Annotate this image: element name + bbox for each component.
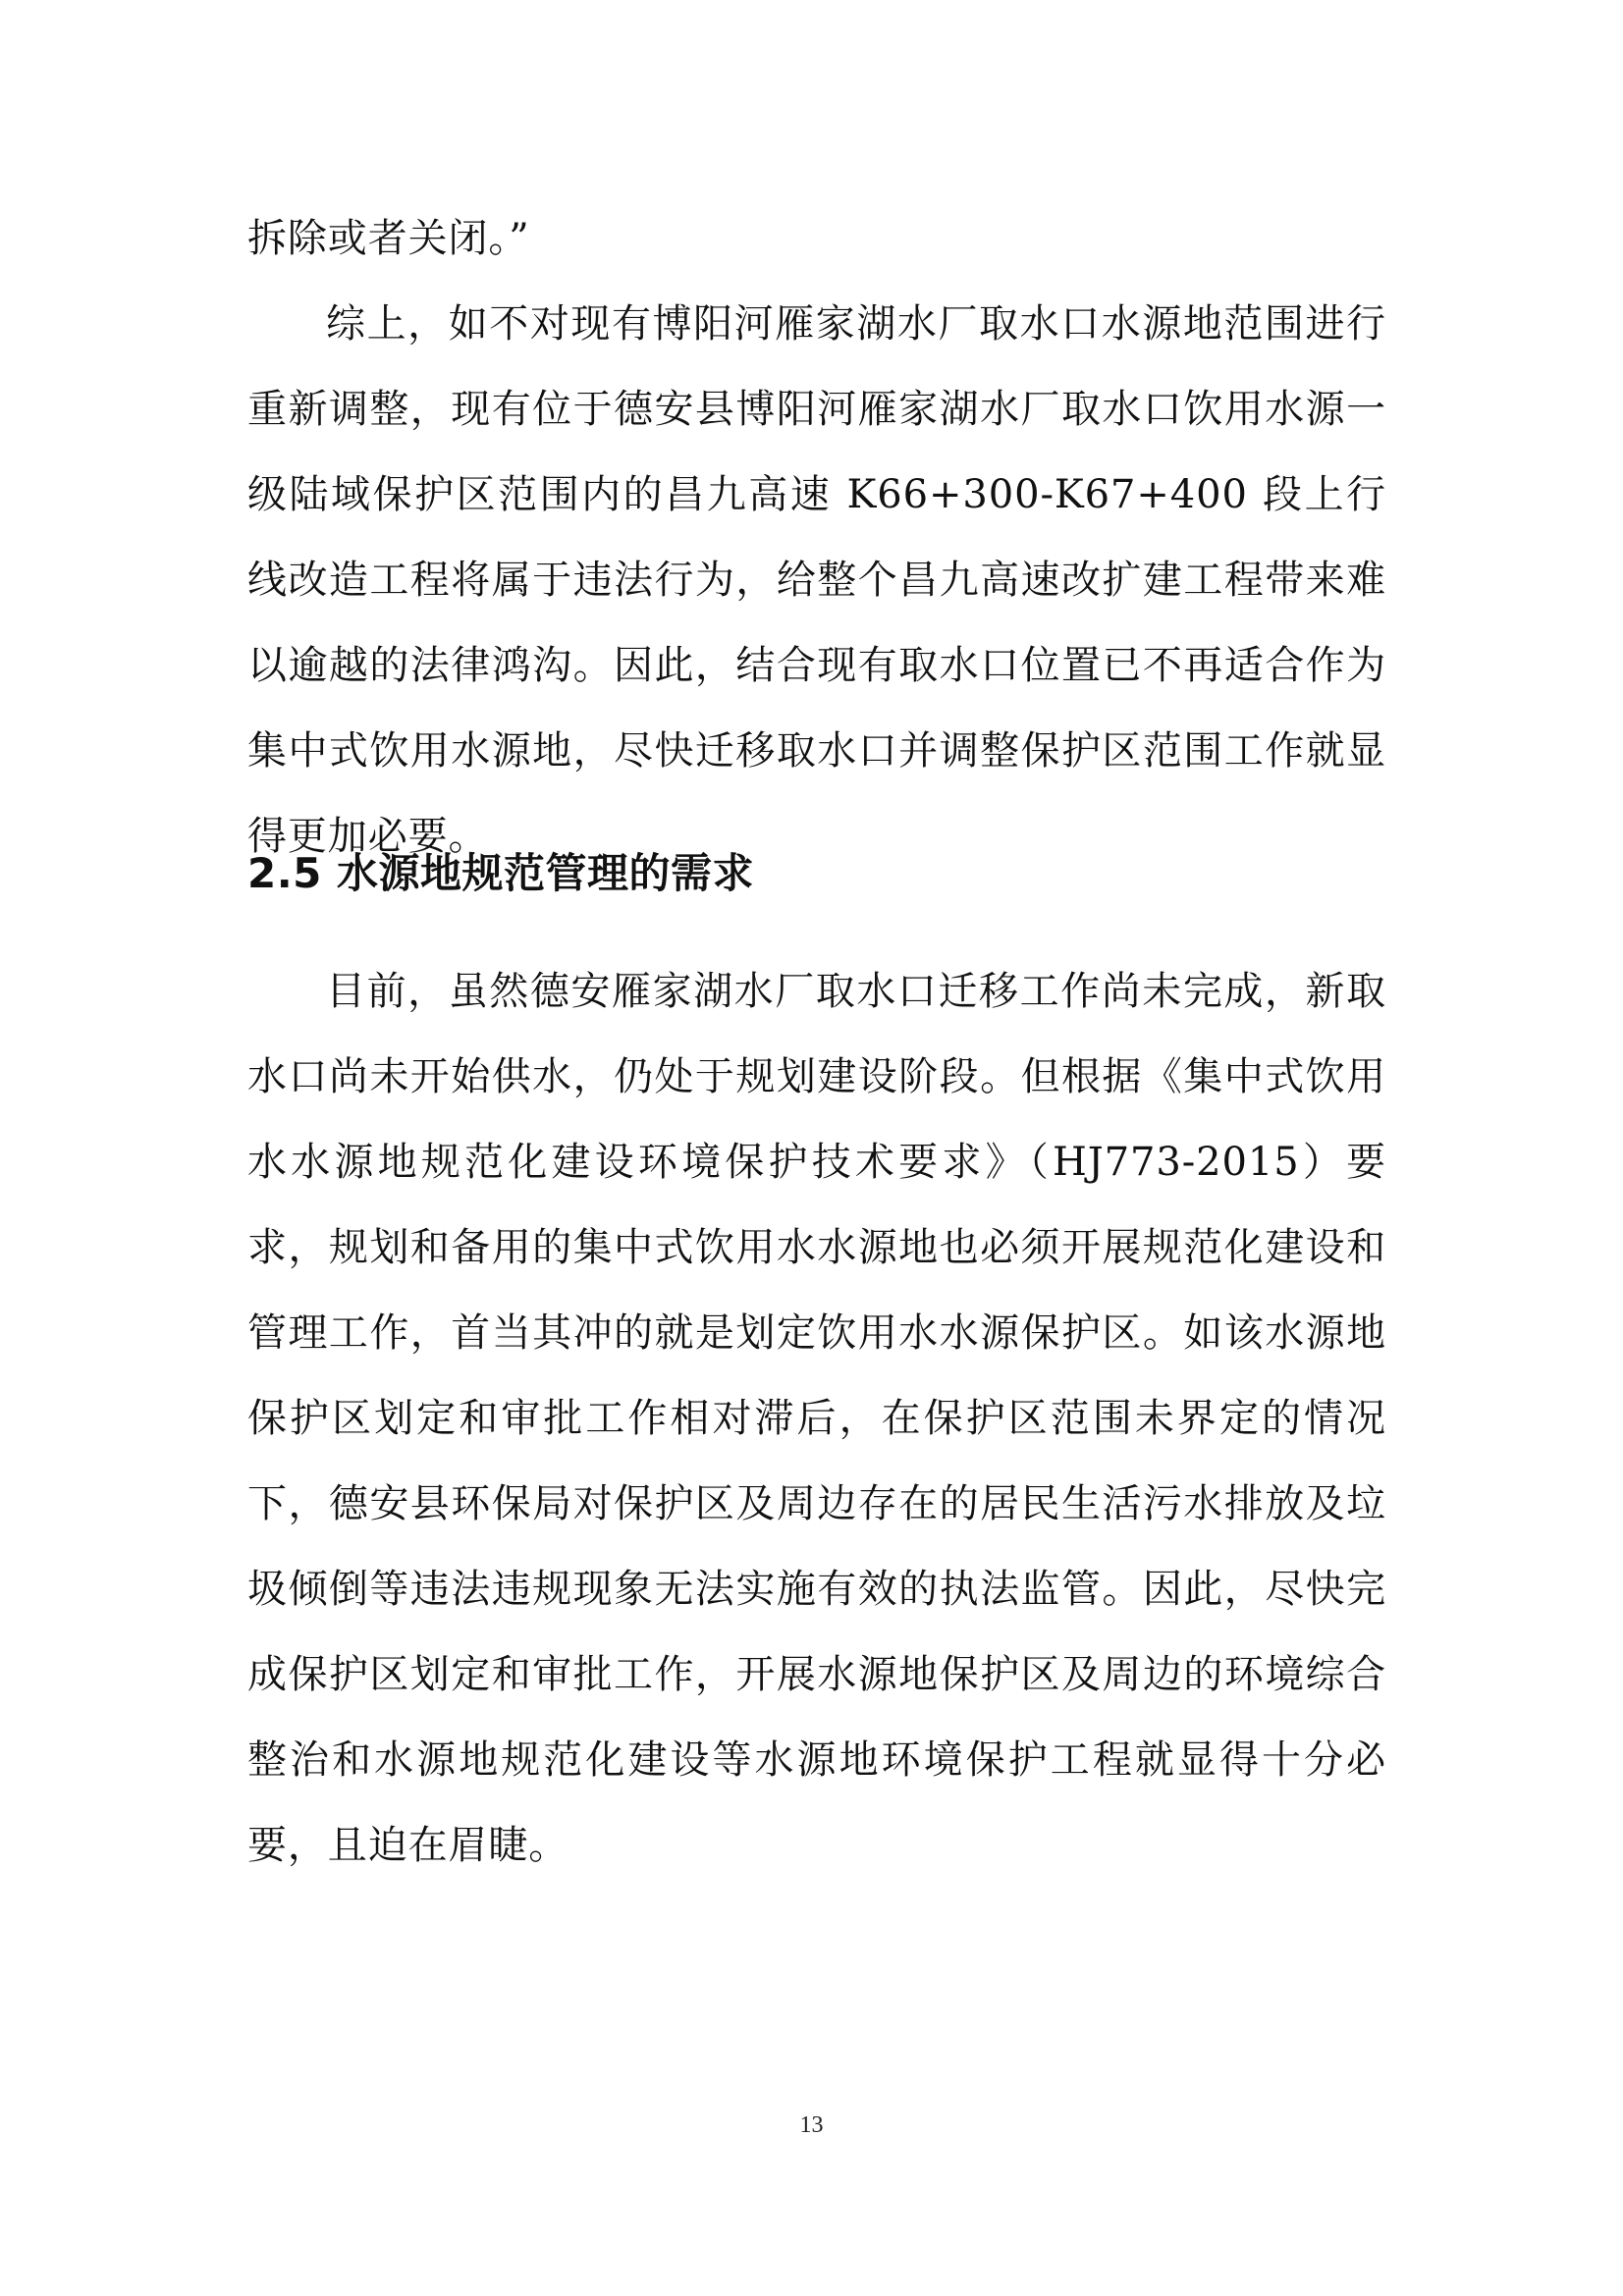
paragraph-continuation: 拆除或者关闭。” <box>247 216 530 261</box>
body-text-bottom <box>247 949 1386 1889</box>
section-heading-block <box>247 834 1386 913</box>
body-text-top <box>247 196 1386 880</box>
paragraph-summary: 综上，如不对现有博阳河雁家湖水厂取水口水源地范围进行重新调整，现有位于德安县博阳河雁家湖水厂取水口饮用水源一级陆域保护区范围内的昌九高速 K66+300-K67+400 段上行线改造工程将属于违法行为，给整个昌九高速改扩建工程带来难以逾越的法律鸿沟。因此，结合现有取水口位置已不再适合作为集中式饮用水源地，尽快迁移取水口并调整保护区范围工作就显得更加必要。 <box>247 301 1386 859</box>
paragraph-management-needs: 目前，虽然德安雁家湖水厂取水口迁移工作尚未完成，新取水口尚未开始供水，仍处于规划建设阶段。但根据《集中式饮用水水源地规范化建设环境保护技术要求》（HJ773-2015）要求，规划和备用的集中式饮用水水源地也必须开展规范化建设和管理工作，首当其冲的就是划定饮用水水源保护区。如该水源地保护区划定和审批工作相对滞后，在保护区范围未界定的情况下，德安县环保局对保护区及周边存在的居民生活污水排放及垃圾倾倒等违法违规现象无法实施有效的执法监管。因此，尽快完成保护区划定和审批工作，开展水源地保护区及周边的环境综合整治和水源地规范化建设等水源地环境保护工程就显得十分必要，且迫在眉睫。 <box>247 969 1386 1868</box>
page-number: 13 <box>799 2112 824 2138</box>
section-heading: 2.5 水源地规范管理的需求 <box>247 849 755 897</box>
